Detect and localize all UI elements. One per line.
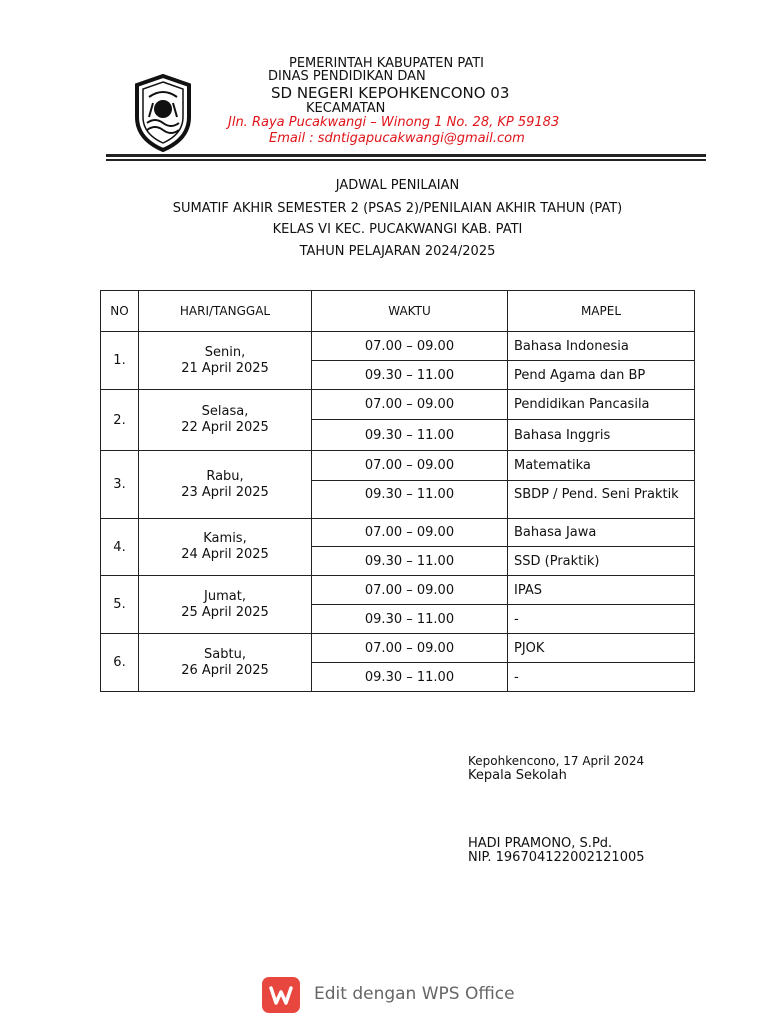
time-cell: 07.00 – 09.00	[312, 576, 508, 605]
table-row	[101, 451, 695, 481]
subject-cell: Bahasa Jawa	[508, 519, 695, 547]
subject-cell: Bahasa Inggris	[508, 420, 695, 451]
time-cell: 09.30 – 11.00	[312, 420, 508, 451]
time-cell: 09.30 – 11.00	[312, 663, 508, 692]
letterhead-email: Email : sdntigapucakwangi@gmail.com	[269, 131, 525, 146]
header-no: NO	[101, 291, 139, 332]
document-academic-year: TAHUN PELAJARAN 2024/2025	[299, 244, 496, 259]
signature-name: HADI PRAMONO, S.Pd.	[468, 836, 613, 851]
subject-cell: Matematika	[508, 451, 695, 481]
time-cell: 07.00 – 09.00	[312, 451, 508, 481]
time-cell: 09.30 – 11.00	[312, 547, 508, 576]
date-value: 24 April 2025	[181, 547, 269, 562]
time-cell: 07.00 – 09.00	[312, 519, 508, 547]
letterhead-subdistrict: KECAMATAN	[306, 101, 386, 116]
signature-nip: NIP. 196704122002121005	[468, 850, 645, 865]
date-value: 22 April 2025	[181, 420, 269, 435]
subject-cell: -	[508, 605, 695, 634]
subject-cell: Pend Agama dan BP	[508, 361, 695, 390]
document-title: JADWAL PENILAIAN	[335, 178, 460, 193]
subject-cell: -	[508, 663, 695, 692]
signature-place-date: Kepohkencono, 17 April 2024	[468, 754, 645, 768]
time-cell: 09.30 – 11.00	[312, 605, 508, 634]
day-name: Kamis,	[203, 531, 247, 546]
regency-emblem-icon	[131, 73, 195, 153]
time-cell: 07.00 – 09.00	[312, 390, 508, 420]
letterhead-department: DINAS PENDIDIKAN DAN	[268, 69, 426, 84]
day-date-cell	[139, 634, 312, 692]
header-subject: MAPEL	[508, 291, 695, 332]
day-date-cell	[139, 576, 312, 634]
letterhead-school-name: SD NEGERI KEPOHKENCONO 03	[271, 84, 510, 102]
time-cell: 07.00 – 09.00	[312, 634, 508, 663]
header-day-date: HARI/TANGGAL	[139, 291, 312, 332]
row-number: 2.	[101, 390, 139, 451]
wps-office-logo-icon[interactable]	[262, 977, 300, 1013]
header-time: WAKTU	[312, 291, 508, 332]
row-number: 1.	[101, 332, 139, 390]
row-number: 6.	[101, 634, 139, 692]
table-row	[101, 519, 695, 547]
signature-role: Kepala Sekolah	[468, 768, 567, 783]
time-cell: 09.30 – 11.00	[312, 361, 508, 390]
subject-cell: Bahasa Indonesia	[508, 332, 695, 361]
day-date-cell	[139, 519, 312, 576]
schedule-table	[100, 290, 695, 692]
table-row	[101, 332, 695, 361]
edit-with-wps-link[interactable]: Edit dengan WPS Office	[314, 984, 515, 1004]
subject-cell: IPAS	[508, 576, 695, 605]
document-subtitle: SUMATIF AKHIR SEMESTER 2 (PSAS 2)/PENILAIAN AKHIR TAHUN (PAT)	[172, 201, 623, 216]
date-value: 26 April 2025	[181, 662, 269, 678]
time-cell: 09.30 – 11.00	[312, 481, 508, 519]
subject-cell: SSD (Praktik)	[508, 547, 695, 576]
day-name: Senin,	[204, 344, 246, 360]
date-value: 21 April 2025	[181, 360, 269, 376]
date-value: 23 April 2025	[181, 484, 269, 500]
table-row	[101, 576, 695, 605]
day-date-cell	[139, 332, 312, 390]
subject-cell: Pendidikan Pancasila	[508, 390, 695, 420]
table-row	[101, 390, 695, 420]
document-class-line: KELAS VI KEC. PUCAKWANGI KAB. PATI	[272, 222, 523, 237]
letterhead-government: PEMERINTAH KABUPATEN PATI	[289, 56, 484, 71]
day-name: Rabu,	[206, 468, 244, 484]
row-number: 5.	[101, 576, 139, 634]
row-number: 4.	[101, 519, 139, 576]
row-number: 3.	[101, 451, 139, 519]
table-header-row	[101, 291, 695, 332]
letterhead-address: Jln. Raya Pucakwangi – Winong 1 No. 28, KP 59183	[228, 115, 560, 130]
date-value: 25 April 2025	[181, 604, 269, 620]
letterhead-divider-thin	[106, 159, 706, 161]
subject-cell: PJOK	[508, 634, 695, 663]
letterhead-divider-thick	[106, 154, 706, 157]
day-date-cell	[139, 390, 312, 451]
subject-cell: SBDP / Pend. Seni Praktik	[508, 481, 695, 519]
day-name: Selasa,	[201, 404, 249, 419]
day-date-cell	[139, 451, 312, 519]
time-cell: 07.00 – 09.00	[312, 332, 508, 361]
day-name: Jumat,	[204, 588, 246, 604]
day-name: Sabtu,	[204, 646, 246, 662]
table-row	[101, 634, 695, 663]
